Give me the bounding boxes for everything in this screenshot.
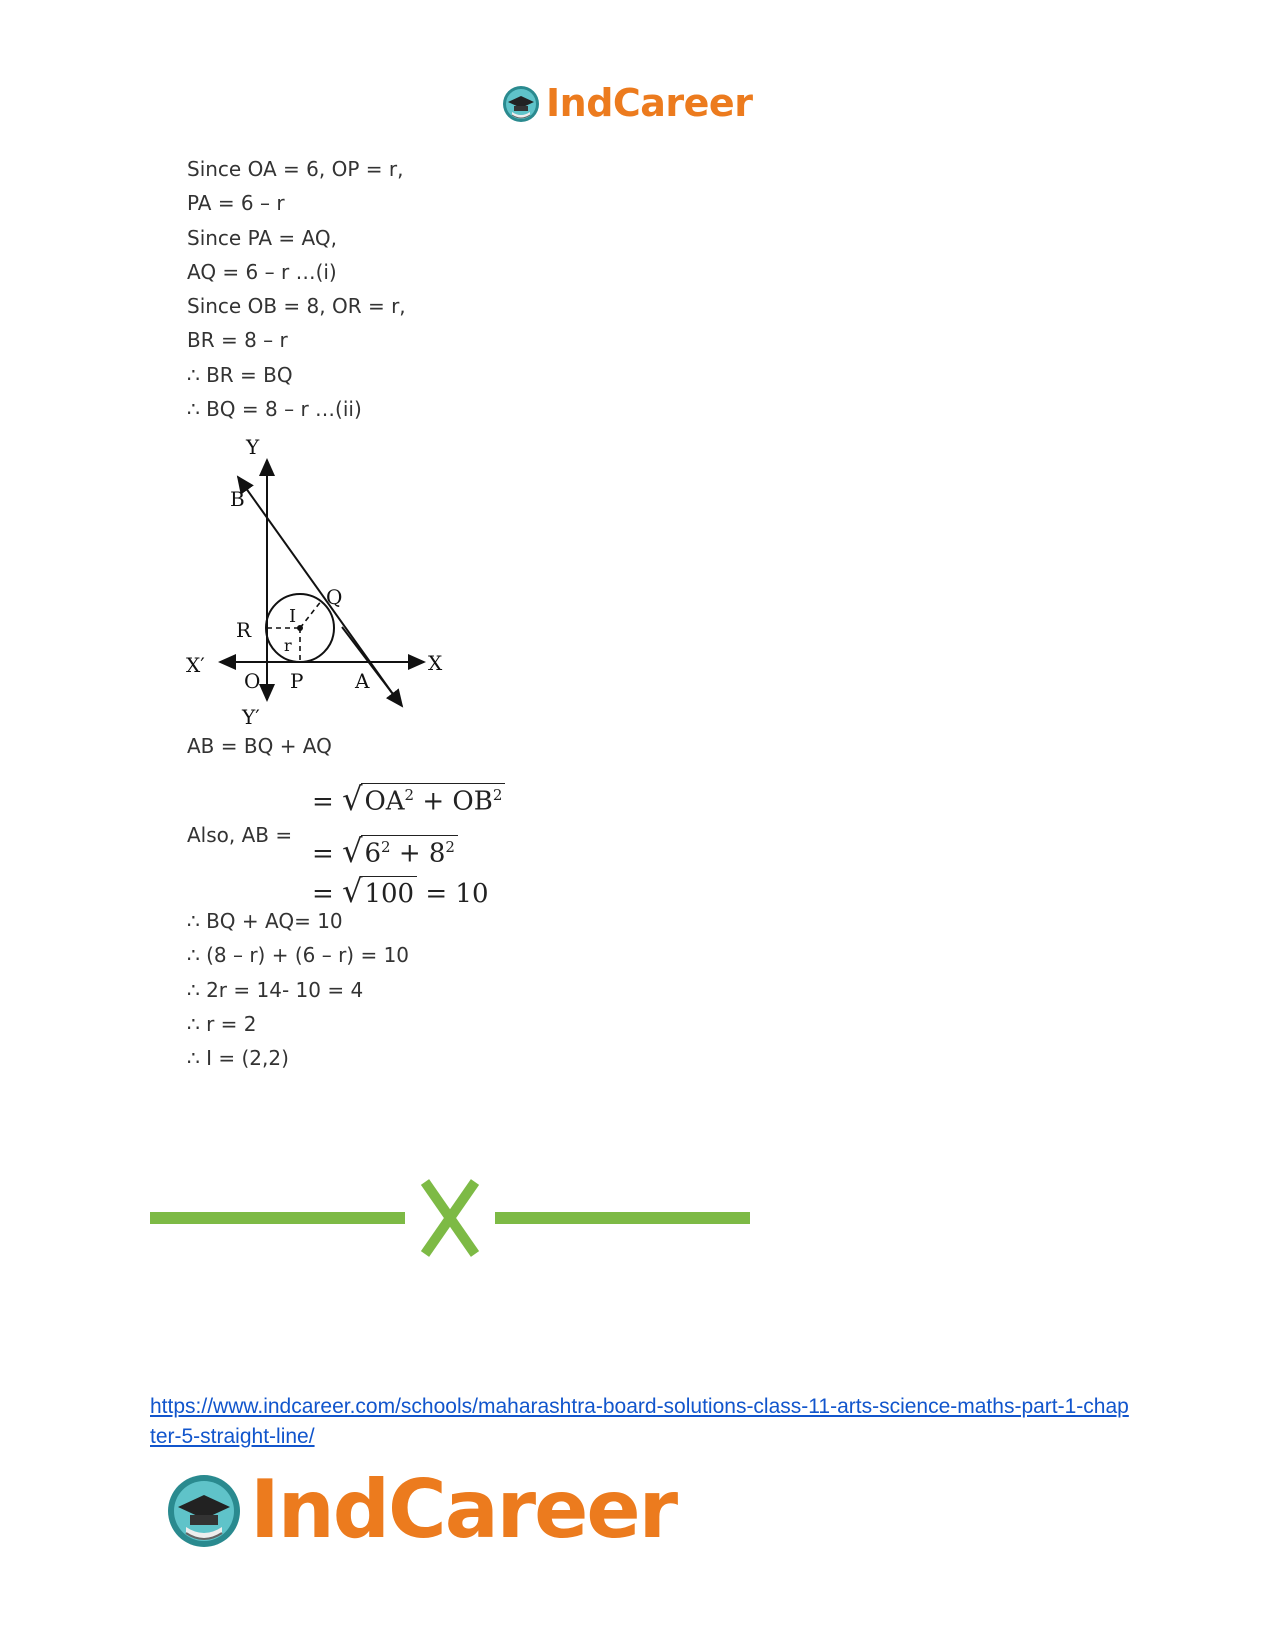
line-ab-lower xyxy=(342,627,402,706)
math-line-1 xyxy=(312,780,505,818)
result-value: 10 xyxy=(455,879,489,909)
radical-icon: √ xyxy=(342,832,363,870)
step-line: ∴ 2r = 14- 10 = 4 xyxy=(187,977,364,1002)
math-line-2 xyxy=(312,832,458,870)
graduation-globe-icon xyxy=(162,1467,246,1551)
equals-sign: = xyxy=(312,839,334,869)
label-a: A xyxy=(355,669,370,693)
step-line: Since OA = 6, OP = r, xyxy=(187,157,404,181)
step-line: ∴ BR = BQ xyxy=(187,362,293,387)
ab-equation: AB = BQ + AQ xyxy=(187,734,332,758)
step-line: ∴ I = (2,2) xyxy=(187,1046,289,1071)
radical-icon: √ xyxy=(342,780,363,818)
step-line: Since PA = AQ, xyxy=(187,225,337,250)
equals-sign: = xyxy=(312,787,334,817)
step-line: ∴ (8 – r) + (6 – r) = 10 xyxy=(187,943,410,968)
label-r-radius: r xyxy=(284,636,292,655)
label-x-prime: X′ xyxy=(186,653,205,677)
source-link[interactable]: https://www.indcareer.com/schools/maharashtra-board-solutions-class-11-arts-science-maths-part-1-chapter-5-straight-line/ xyxy=(150,1395,1129,1448)
step-line: ∴ BQ + AQ= 10 xyxy=(187,909,343,933)
step-line: BR = 8 – r xyxy=(187,328,288,353)
graduation-globe-icon xyxy=(500,82,542,124)
label-b: B xyxy=(230,487,245,511)
center-point xyxy=(297,625,303,631)
step-line: PA = 6 – r xyxy=(187,191,285,216)
header-logo xyxy=(500,78,752,128)
radius-q xyxy=(300,600,322,628)
label-y-prime: Y′ xyxy=(242,705,260,729)
equals-sign: = xyxy=(425,879,448,909)
solution-steps-top xyxy=(187,152,406,426)
solution-steps-bottom xyxy=(187,904,409,1075)
label-q: Q xyxy=(326,585,343,609)
radicand: 100 xyxy=(361,876,417,909)
equals-sign: = xyxy=(312,879,334,909)
label-i: I xyxy=(289,606,297,627)
radical-icon: √ xyxy=(342,872,363,910)
radicand: $6^2 + 8^2$ xyxy=(361,835,458,869)
footer-logo xyxy=(162,1464,676,1554)
also-label: Also, AB = xyxy=(187,823,293,847)
label-r-point: R xyxy=(236,618,252,642)
incircle-diagram xyxy=(186,432,462,732)
label-y: Y xyxy=(246,435,260,459)
logo-text: IndCareer xyxy=(250,1462,677,1556)
label-o: O xyxy=(244,669,261,693)
cross-icon xyxy=(425,1182,475,1254)
step-line: ∴ BQ = 8 – r …(ii) xyxy=(187,397,362,422)
section-divider xyxy=(150,1178,750,1258)
radicand: $OA^2 + OB^2$ xyxy=(361,783,505,817)
step-line: AQ = 6 – r …(i) xyxy=(187,259,337,284)
label-x: X xyxy=(428,651,443,675)
logo-text: IndCareer xyxy=(546,81,753,125)
step-line: ∴ r = 2 xyxy=(187,1011,257,1036)
step-line: Since OB = 8, OR = r, xyxy=(187,294,406,319)
label-p: P xyxy=(290,669,304,693)
